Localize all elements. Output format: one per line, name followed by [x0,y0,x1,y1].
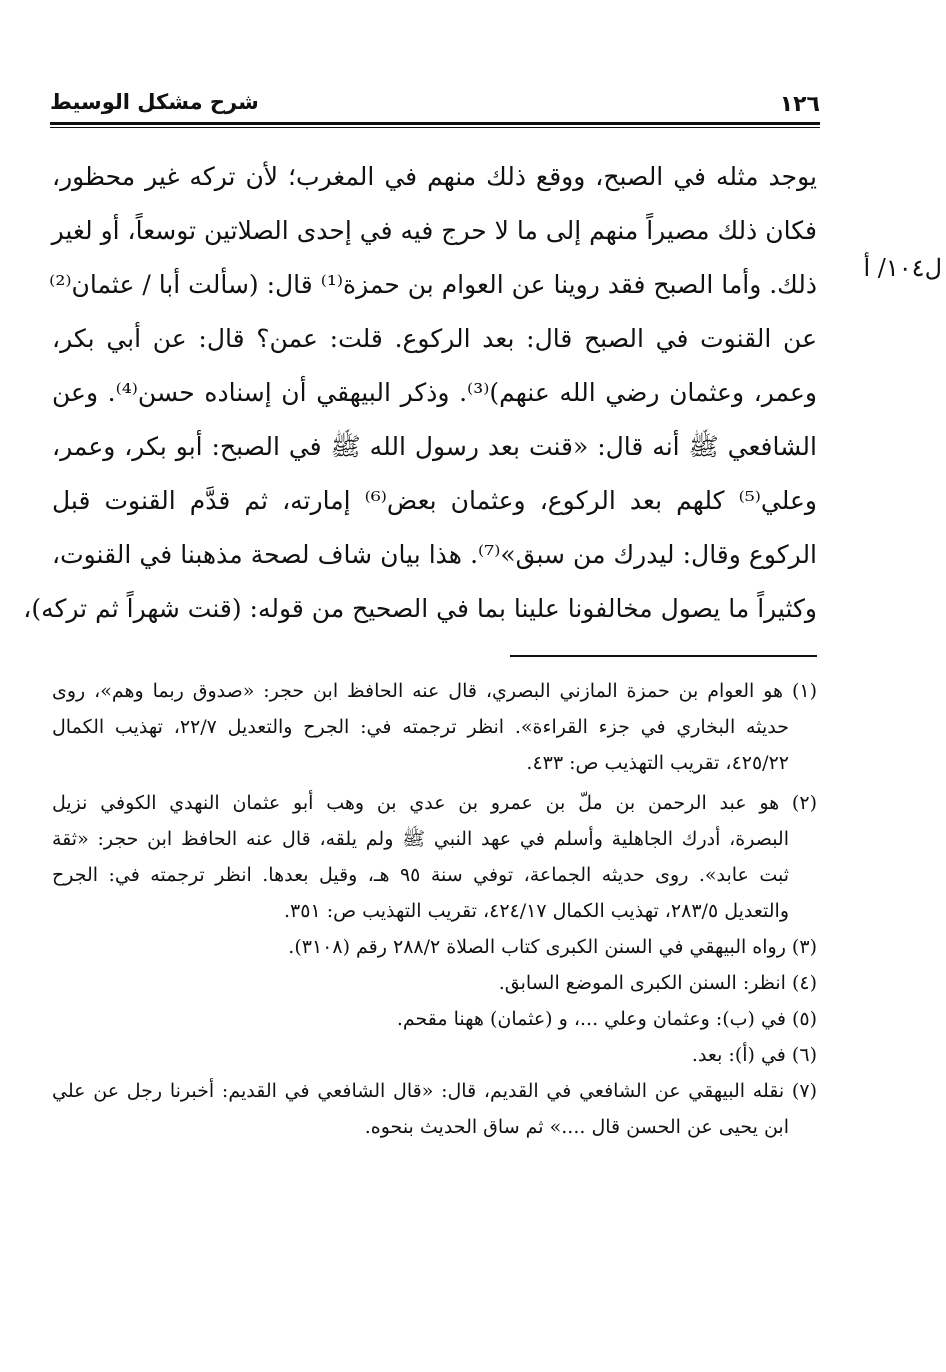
header-rule-thick [50,122,820,125]
main-text [23,150,818,636]
page-number: ١٢٦ [779,92,820,117]
footnote-line: (٦) في (أ): بعد. [691,1044,817,1066]
footnote-line: ثبت عابد». روى حديثه الجماعة، توفي سنة ٩٥ هـ، وقيل بعدها. انظر ترجمته في: الجرح [52,864,789,886]
text-line: وعمر، وعثمان رضي الله عنهم)⁽³⁾. وذكر البيهقي أن إسناده حسن⁽⁴⁾. وعن [52,378,817,407]
text-line: وعلي⁽⁵⁾ كلهم بعد الركوع، وعثمان بعض⁽⁶⁾ إمارته، ثم قدَّم القنوت قبل [52,486,817,515]
text-line: فكان ذلك مصيراً منهم إلى ما لا حرج فيه في إحدى الصلاتين توسعاً، أو لغير [51,216,817,245]
footnote-5 [52,1001,817,1037]
manuscript-folio-reference: ل١٠٤/ أ [863,254,942,282]
footnote-3 [52,929,817,965]
footnote-line: (٢) هو عبد الرحمن بن ملّ بن عمرو بن عدي بن وهب أبو عثمان النهدي الكوفي نزيل [52,792,817,814]
footnote-1 [52,673,817,781]
footnote-line: ابن يحيى عن الحسن قال ....» ثم ساق الحديث بنحوه. [364,1116,789,1138]
text-line: وكثيراً ما يصول مخالفونا علينا بما في الصحيح من قوله: (قنت شهراً ثم تركه)، [23,594,817,623]
footnote-line: البصرة، أدرك الجاهلية وأسلم في عهد النبي ﷺ ولم يلقه، قال عنه الحافظ ابن حجر: «ثقة [52,828,789,850]
header-rule-thin [50,127,820,128]
footnote-line: (٣) رواه البيهقي في السنن الكبرى كتاب الصلاة ٢٨٨/٢ رقم (٣١٠٨). [288,936,817,958]
footnote-7 [52,1073,817,1145]
footnote-separator [510,655,817,657]
page-header [50,86,820,122]
text-line: عن القنوت في الصبح قال: بعد الركوع. قلت: عمن؟ قال: عن أبي بكر، [52,324,817,353]
footnote-4 [52,965,817,1001]
footnote-line: والتعديل ٢٨٣/٥، تهذيب الكمال ٤٢٤/١٧، تقريب التهذيب ص: ٣٥١. [283,900,789,922]
footnote-6 [52,1037,817,1073]
footnote-line: (٤) انظر: السنن الكبرى الموضع السابق. [498,972,817,994]
text-line: الشافعي ﷺ أنه قال: «قنت بعد رسول الله ﷺ في الصبح: أبو بكر، وعمر، [52,432,817,461]
text-line: يوجد مثله في الصبح، ووقع ذلك منهم في المغرب؛ لأن تركه غير محظور، [52,162,817,191]
footnote-2 [52,785,817,929]
footnote-line: ٤٢٥/٢٢، تقريب التهذيب ص: ٤٣٣. [526,752,789,774]
footnote-line: (٧) نقله البيهقي عن الشافعي في القديم، قال: «قال الشافعي في القديم: أخبرنا رجل عن علي [52,1080,817,1102]
footnote-line: (٥) في (ب): وعثمان وعلي ...، و (عثمان) ههنا مقحم. [396,1008,817,1030]
footnote-line: حديثه البخاري في جزء القراءة». انظر ترجمته في: الجرح والتعديل ٢٢/٧، تهذيب الكمال [52,716,789,738]
text-line: ذلك. وأما الصبح فقد روينا عن العوام بن حمزة⁽¹⁾ قال: (سألت أبا / عثمان⁽²⁾ [49,270,817,299]
text-line: الركوع وقال: ليدرك من سبق»⁽⁷⁾. هذا بيان شاف لصحة مذهبنا في القنوت، [52,540,818,569]
footnotes [52,673,817,1145]
book-title: شرح مشكل الوسيط [50,90,259,114]
footnote-line: (١) هو العوام بن حمزة المازني البصري، قال عنه الحافظ ابن حجر: «صدوق ربما وهم»، روى [52,680,817,702]
